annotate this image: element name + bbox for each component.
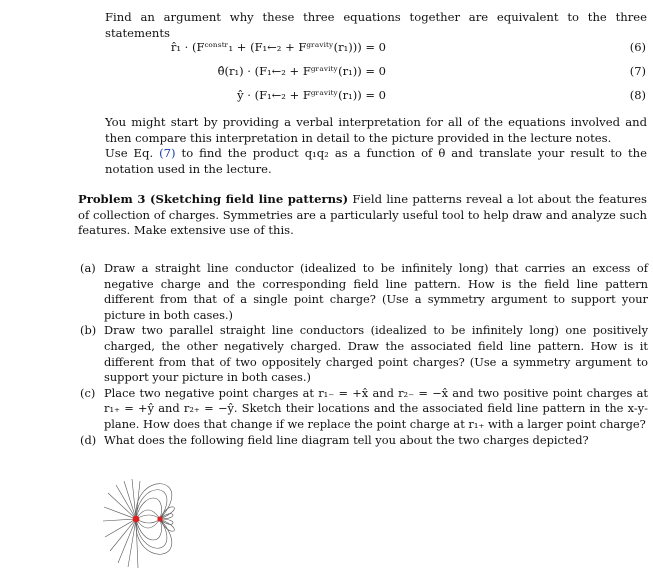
verbal-text-b2: to find the product q₁q₂ as a function of θ and translate your result to the notation used in the lecture. bbox=[105, 146, 647, 177]
equation-6: r̂₁ · (Fᶜᵒⁿˢᵗʳ₁ + (F₁←₂ + Fᵍʳᵃᵛⁱᵗʸ(r₁))) = 0 bbox=[170, 40, 386, 54]
list-item bbox=[80, 433, 648, 449]
problem-title: Problem 3 (Sketching field line patterns) bbox=[78, 192, 349, 206]
item-text: What does the following field line diagram tell you about the two charges depicted? bbox=[104, 432, 589, 447]
item-label: (a) bbox=[80, 261, 96, 275]
problem-3-paragraph bbox=[78, 192, 647, 239]
list-item bbox=[80, 261, 648, 323]
item-text: Place two negative point charges at r₁₋ = +x̂ and r₂₋ = −x̂ and two positive point charges at r₁₊ = +ŷ and r₂₊ = −ŷ. Sketch their locations and the associated field line pattern in the x-y-plane. How does that change if we replace the point charge at r₁₊ with a larger point charge? bbox=[104, 385, 648, 431]
field-line-diagram bbox=[102, 477, 188, 569]
list-item bbox=[80, 323, 648, 385]
item-label: (d) bbox=[80, 432, 97, 447]
field-lines bbox=[103, 479, 174, 568]
equation-block bbox=[100, 38, 648, 110]
equation-row bbox=[100, 38, 648, 62]
problem-parts-list bbox=[80, 261, 648, 448]
charge-large-icon bbox=[133, 516, 140, 523]
verbal-text-b1: Use Eq. bbox=[105, 146, 160, 161]
verbal-interpretation-paragraph bbox=[105, 115, 647, 178]
equation-row bbox=[100, 86, 648, 110]
equation-8: ŷ · (F₁←₂ + Fᵍʳᵃᵛⁱᵗʸ(r₁)) = 0 bbox=[237, 88, 386, 102]
equation-number: (6) bbox=[629, 40, 646, 54]
equation-number: (8) bbox=[629, 88, 646, 102]
problem-text: Field line patterns reveal a lot about the features of collection of charges. Symmetries are a particularly useful tool to help draw and analyze such features. Make extensive use of this. bbox=[78, 192, 647, 238]
equation-number: (7) bbox=[629, 64, 646, 78]
item-label: (b) bbox=[80, 323, 97, 338]
equation-ref-link[interactable]: (7) bbox=[159, 146, 176, 161]
verbal-text-a: You might start by providing a verbal interpretation for all of the equations involved and then compare this interpretation in detail to the picture provided in the lecture notes. bbox=[105, 115, 647, 145]
list-item bbox=[80, 386, 648, 433]
item-text: Draw two parallel straight line conductors (idealized to be infinitely long) one positively charged, the other negatively charged. Draw the associated field line pattern. How is it different from that of two oppositely charged point charges? (Use a symmetry argument to support your picture in both cases.) bbox=[104, 323, 648, 385]
equation-row bbox=[100, 62, 648, 86]
charge-small-icon bbox=[157, 516, 162, 521]
item-text: Draw a straight line conductor (idealized to be infinitely long) that carries an excess of negative charge and the corresponding field line pattern. How is the field line pattern different from that of a single point charge? (Use a symmetry argument to support your picture in both cases.) bbox=[104, 261, 648, 322]
intro-sentence: Find an argument why these three equations together are equivalent to the three statements bbox=[105, 10, 647, 40]
equation-7: θ̂(r₁) · (F₁←₂ + Fᵍʳᵃᵛⁱᵗʸ(r₁)) = 0 bbox=[217, 64, 386, 78]
item-label: (c) bbox=[80, 385, 96, 400]
